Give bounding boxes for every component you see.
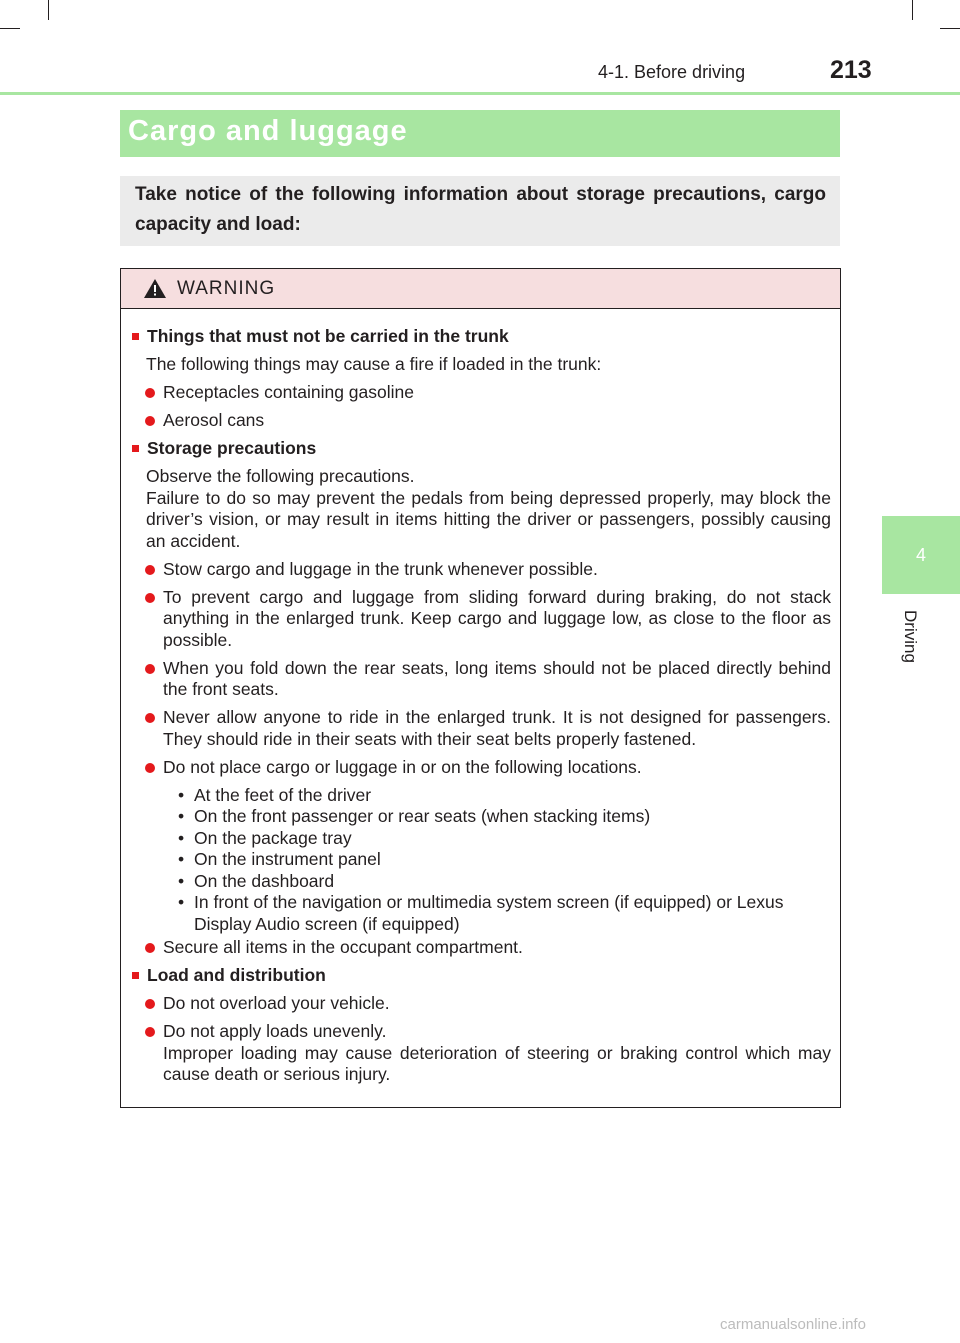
red-dot-bullet-icon [145, 943, 155, 953]
intro-box [120, 176, 840, 246]
red-dot-bullet-icon [145, 1027, 155, 1037]
warning-header [121, 269, 840, 309]
sub-list-item [178, 806, 831, 828]
warning-section [130, 965, 831, 987]
warning-label: WARNING [177, 277, 276, 299]
list-item [145, 559, 831, 581]
crop-mark [940, 28, 960, 29]
red-dot-bullet-icon [145, 593, 155, 603]
paragraph: Observe the following precautions. Failure to do so may prevent the pedals from being depressed properly, may block the driver’s vision, or may result in items hitting the driver or passengers, possibly causing an accident. [146, 466, 831, 551]
red-dot-bullet-icon [145, 388, 155, 398]
small-bullet-icon: • [178, 849, 185, 869]
sub-list-item [178, 828, 831, 850]
sub-list-item [178, 892, 831, 935]
list-item [145, 993, 831, 1015]
sub-list-item [178, 785, 831, 807]
warning-section [130, 438, 831, 460]
square-bullet-icon [132, 445, 139, 452]
red-dot-bullet-icon [145, 763, 155, 773]
sub-list-item-text: On the front passenger or rear seats (when stacking items) [194, 806, 651, 826]
paragraph: The following things may cause a fire if loaded in the trunk: [146, 354, 602, 374]
square-bullet-icon [132, 972, 139, 979]
list-item [145, 1021, 831, 1086]
list-item-text: Do not place cargo or luggage in or on the following locations. [163, 756, 642, 777]
sub-list [130, 785, 831, 936]
small-bullet-icon: • [178, 870, 185, 891]
chapter-number: 4 [915, 544, 926, 565]
sub-list-item-text: In front of the navigation or multimedia system screen (if equipped) or Lexus Display Audio screen (if equipped) [194, 892, 784, 934]
section-title: Cargo and luggage [128, 115, 408, 147]
crop-mark [912, 0, 913, 20]
list-item-text: When you fold down the rear seats, long items should not be placed directly behind the front seats. [163, 657, 831, 699]
small-bullet-icon: • [178, 806, 185, 826]
list-item [145, 707, 831, 750]
list-item-text: Never allow anyone to ride in the enlarged trunk. It is not designed for passengers. They should ride in their seats with their seat belts properly fastened. [163, 707, 831, 749]
sub-list-item-text: On the instrument panel [194, 849, 381, 869]
list-item-text: To prevent cargo and luggage from sliding forward during braking, do not stack anything in the enlarged trunk. Keep cargo and luggage low, as close to the floor as possible. [163, 586, 831, 650]
warning-triangle-icon [143, 278, 167, 299]
section-heading: Storage precautions [147, 438, 317, 458]
intro-text: Take notice of the following information about storage precautions, cargo capacity and load: [135, 184, 826, 235]
list-item [145, 587, 831, 652]
small-bullet-icon: • [178, 784, 185, 805]
list-item-text: Secure all items in the occupant compartment. [163, 937, 523, 957]
chapter-tab[interactable] [882, 516, 960, 594]
red-dot-bullet-icon [145, 565, 155, 575]
list-item-text: Receptacles containing gasoline [163, 382, 414, 402]
list-item-text: Aerosol cans [163, 410, 265, 430]
list-item-text: Do not overload your vehicle. [163, 993, 390, 1013]
list-item-text: Stow cargo and luggage in the trunk whenever possible. [163, 558, 598, 579]
square-bullet-icon [132, 333, 139, 340]
chapter-label: Driving [901, 610, 920, 663]
warning-section [130, 326, 831, 348]
warning-body [121, 309, 840, 1086]
crop-mark [48, 0, 49, 20]
sub-list-item-text: At the feet of the driver [194, 784, 372, 805]
sub-list-item-text: On the dashboard [194, 870, 335, 891]
page-number: 213 [830, 56, 872, 84]
crop-mark [0, 28, 20, 29]
header-section-title: 4-1. Before driving [598, 62, 746, 82]
sub-list-item [178, 871, 831, 893]
small-bullet-icon: • [178, 892, 185, 912]
list-item [145, 658, 831, 701]
list-item [145, 382, 831, 404]
red-dot-bullet-icon [145, 713, 155, 723]
red-dot-bullet-icon [145, 416, 155, 426]
footer-watermark: carmanualsonline.info [720, 1316, 866, 1333]
sub-list-item-text: On the package tray [194, 827, 352, 848]
section-title-bar [120, 110, 840, 157]
list-item [145, 757, 831, 779]
list-item-text: Do not apply loads unevenly. Improper loading may cause deterioration of steering or braking control which may cause death or serious injury. [163, 1021, 831, 1084]
warning-box [120, 268, 841, 1108]
list-item [145, 937, 831, 959]
section-heading: Load and distribution [147, 965, 326, 985]
list-item [145, 410, 831, 432]
red-dot-bullet-icon [145, 999, 155, 1009]
sub-list-item [178, 849, 831, 871]
small-bullet-icon: • [178, 827, 185, 848]
red-dot-bullet-icon [145, 664, 155, 674]
header-divider [0, 92, 960, 95]
section-heading: Things that must not be carried in the trunk [147, 326, 509, 346]
